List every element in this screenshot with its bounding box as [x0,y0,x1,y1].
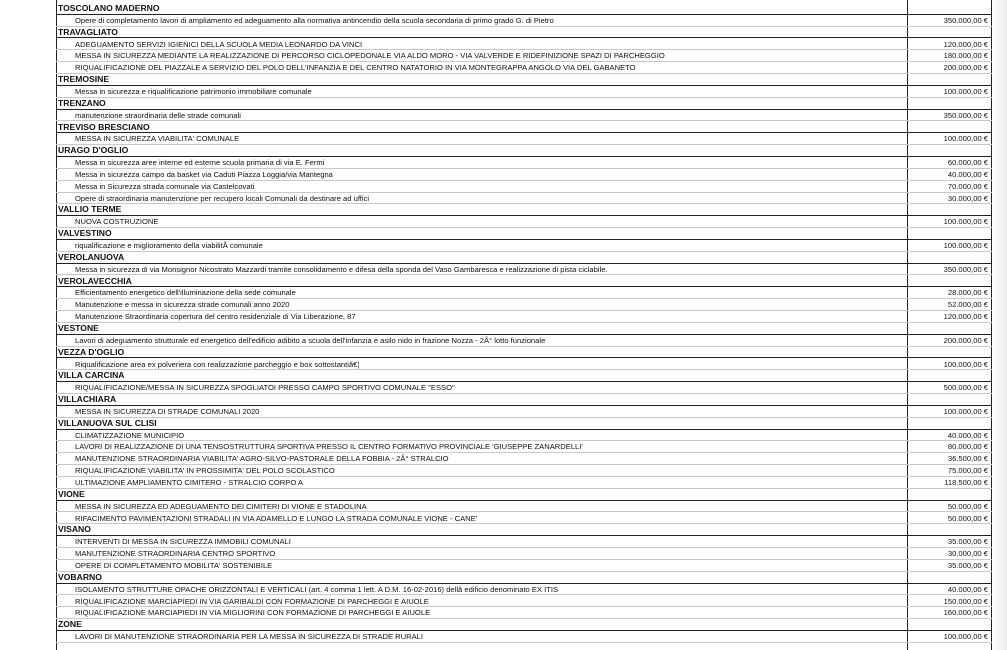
project-description: Manutenzione e messa in sicurezza strade comunali anno 2020 [75,300,290,310]
project-description: RIQUALIFICAZIONE VIABILITA' IN PROSSIMITA' DEL POLO SCOLASTICO [75,466,335,476]
project-description: MESSA IN SICUREZZA DI STRADE COMUNALI 2020 [75,406,260,416]
page-edge-shadow [992,0,1007,650]
project-row [56,311,992,323]
project-amount: 40.000,00 € [947,430,988,440]
municipality-header-row [56,122,992,134]
project-description: MANUTENZIONE STRAORDINARIA CENTRO SPORTIVO [75,549,276,559]
project-row [56,133,992,145]
project-row [56,382,992,394]
project-amount: 150.000,00 € [943,596,988,606]
municipality-name: VEROLAVECCHIA [58,275,132,286]
municipality-header-row [56,204,992,216]
project-amount: 100.000,00 € [943,632,988,642]
project-row [56,287,992,299]
project-description: Messa in sicurezza aree interne ed esterne scuola primaria di via E. Fermi [75,158,325,168]
project-description: CLIMATIZZAZIONE MUNICIPIO [75,430,185,440]
project-description: OPERE DI COMPLETAMENTO MOBILITA' SOSTENIBILE [75,560,273,570]
municipality-header-row [56,347,992,359]
project-amount: 100.000,00 € [943,134,988,144]
project-row [56,62,992,74]
project-description: Messa in sicurezza e riqualificazione patrimonio immobiliare comunale [75,86,312,96]
project-amount: 100.000,00 € [943,241,988,250]
project-description: Messa in Sicurezza strada comunale via Castelcovati [75,181,255,191]
project-amount: 28.000,00 € [947,288,988,298]
project-amount: 40.000,00 € [947,584,988,594]
project-amount: 50.000,00 € [947,501,988,511]
project-amount: 160.000,00 € [943,608,988,618]
project-amount: 60.000,00 € [947,158,988,168]
project-row [56,110,992,122]
municipality-header-row [56,394,992,406]
project-row [56,181,992,193]
project-row [56,477,992,489]
project-amount: 35.000,00 € [947,560,988,570]
project-description: Messa in sicurezza di via Monsignor Nicostrato Mazzardi tramite consolidamento e difesa della sponda del Vaso Gambaresca e realizzazione di pista ciclabile. [75,264,608,274]
project-amount: 50.000,00 € [947,513,988,523]
municipality-header-row [56,323,992,335]
project-description: MESSA IN SICUREZZA ED ADEGUAMENTO DEI CIMITERI DI VIONE E STADOLINA [75,501,367,511]
municipality-name: ZONE [58,619,82,630]
project-description: manutenzione straordinaria delle strade comunali [75,110,241,120]
municipality-name: TREMOSINE [58,74,110,85]
municipality-name: VEZZA D'OGLIO [58,346,125,357]
project-description: Lavori di adeguamento strutturale ed energetico dell'edificio adibito a scuola dell'infanzia e asilo nido in frazione Nozza - 2Â° lotto funzionale [75,335,546,345]
project-amount: 100.000,00 € [943,359,988,369]
project-description: RIQUALIFICAZIONE DEL PIAZZALE A SERVIZIO DEL POLO DELL'INFANZIA E DEL CENTRO NATATORIO IN VIA MONTEGRAPPA ANGOLO VIA DEL GABANETO [75,63,636,73]
project-row [56,607,992,619]
municipality-name: URAGO D'OGLIO [58,145,129,156]
municipality-header-row [56,619,992,631]
municipality-name: VISANO [58,524,91,535]
project-row [56,264,992,276]
project-row [56,359,992,371]
project-amount: 30.000,00 € [947,193,988,203]
municipality-header-row [56,252,992,264]
project-description: RIQUALIFICAZIONE MARCIAPIEDI IN VIA GARIBALDI CON FORMAZIONE DI PARCHEGGI E AIUOLE [75,596,429,606]
project-row [56,169,992,181]
project-amount: 36.500,00 € [947,454,988,464]
project-description: Opere di straordinaria manutenzione per recupero locali Comunali da destinare ad uffici [75,193,370,203]
project-row [56,584,992,596]
municipality-name: TOSCOLANO MADERNO [58,3,160,13]
project-description: MESSA IN SICUREZZA MEDIANTE LA REALIZZAZIONE DI PERCORSO CICLOPEDONALE VIA ALDO MORO - VIA VALVERDE E RIDEFINIZIONE SPAZI DI PARCHEGGIO [75,51,665,61]
project-description: Riqualificazione area ex polveriera con realizzazione parcheggio e box sottostantiâ€¦ [75,359,360,369]
project-description: RIFACIMENTO PAVIMENTAZIONI STRADALI IN VIA ADAMELLO E LUNGO LA STRADA COMUNALE VIONE - CANE' [75,513,478,523]
project-row [56,430,992,442]
project-amount: 40.000,00 € [947,169,988,179]
project-amount: 180.000,00 € [943,51,988,61]
project-row [56,406,992,418]
project-row [56,39,992,51]
project-amount: 100.000,00 € [943,86,988,96]
project-row [56,596,992,608]
project-row [56,501,992,513]
municipality-header-row [56,145,992,157]
project-description: INTERVENTI DI MESSA IN SICUREZZA IMMOBILI COMUNALI [75,537,291,547]
municipality-name: VOBARNO [58,571,102,582]
project-description: Messa in sicurezza campo da basket via Caduti Piazza Loggia/via Mantegna [75,169,333,179]
municipality-name: VESTONE [58,322,99,333]
municipality-name: VIONE [58,488,85,499]
project-amount: 350.000,00 € [943,15,988,25]
project-row [56,15,992,27]
project-row [56,216,992,228]
municipality-name: TRENZANO [58,97,106,108]
project-description: LAVORI DI MANUTENZIONE STRAORDINARIA PER LA MESSA IN SICUREZZA DI STRADE RURALI [75,632,423,642]
project-amount: 70.000,00 € [947,181,988,191]
project-row [56,548,992,560]
project-amount: 100.000,00 € [943,217,988,227]
project-description: MESSA IN SICUREZZA VIABILITA' COMUNALE [75,134,240,144]
project-description: riqualificazione e miglioramento della viabilitÃ comunale [75,241,263,250]
municipality-header-row [56,370,992,382]
project-amount: 30.000,00 € [947,549,988,559]
project-description: Manutenzione Straordinaria copertura del centro residenziale di Via Liberazione, 87 [75,312,356,322]
project-row [56,465,992,477]
project-amount: 500.000,00 € [943,383,988,393]
project-description: RIQUALIFICAZIONE MARCIAPIEDI IN VIA MIGLIORINI CON FORMAZIONE DI PARCHEGGI E AIUOLE [75,608,431,618]
project-description: Opere di completamento lavori di ampliamento ed adeguamento alla normativa antincendio della scuola secondaria di primo grado G. di Pietro [75,15,554,25]
project-description: RIQUALIFICAZIONE/MESSA IN SICUREZZA SPOGLIATOI PRESSO CAMPO SPORTIVO COMUNALE "ESSO" [75,383,455,393]
municipality-name: VEROLANUOVA [58,251,125,262]
project-row [56,157,992,169]
project-row [56,560,992,572]
municipality-name: VILLACHIARA [58,394,117,405]
project-amount: 118.500,00 € [944,478,988,487]
project-description: Efficientamento energetico dell'illuminazione della sede comunale [75,288,296,298]
project-description: NUOVA COSTRUZIONE [75,217,159,227]
project-description: ISOLAMENTO STRUTTURE OPACHE ORIZZONTALI E VERTICALI (art. 4 comma 1 lett. A D.M. 16-02-2016) dellâ edificio denominato EX ITIS [75,584,559,594]
municipality-header-row [56,98,992,110]
project-description: LAVORI DI REALIZZAZIONE DI UNA TENSOSTRUTTURA SPORTIVA PRESSO IL CENTRO FORMATIVO PROVINCIALE 'GIUSEPPE ZANARDELLI' [75,442,583,452]
municipality-header-row [56,524,992,536]
project-row [56,441,992,453]
municipality-name: VALLIO TERME [58,204,122,215]
project-row [56,86,992,98]
project-amount: 120.000,00 € [943,39,988,49]
project-amount: 35.000,00 € [947,537,988,547]
municipality-header-row [56,228,992,240]
municipality-name: VILLA CARCINA [58,370,125,381]
project-amount: 80.000,00 € [947,442,988,452]
municipality-header-row [56,276,992,288]
municipality-name: TREVISO BRESCIANO [58,121,150,132]
municipality-header-row [56,572,992,584]
project-amount: 200.000,00 € [943,335,988,345]
project-row [56,240,992,252]
project-amount: 350.000,00 € [943,110,988,120]
project-description: ADEGUAMENTO SERVIZI IGIENICI DELLA SCUOLA MEDIA LEONARDO DA VINCI [75,39,363,49]
project-amount: 75.000,00 € [947,466,988,476]
project-amount: 52.000,00 € [947,300,988,310]
municipality-header-row [56,3,992,15]
municipality-header-row [56,74,992,86]
project-row [56,513,992,525]
project-row [56,631,992,643]
project-amount: 100.000,00 € [943,406,988,416]
municipality-header-row [56,489,992,501]
project-amount: 120.000,00 € [943,312,988,322]
project-row [56,193,992,205]
project-amount: 350.000,00 € [943,264,988,274]
project-row [56,536,992,548]
project-row [56,50,992,62]
municipality-name: TRAVAGLIATO [58,26,118,37]
project-row [56,335,992,347]
municipality-name: VILLANUOVA SUL CLISI [58,417,157,428]
municipality-header-row [56,27,992,39]
project-description: MANUTENZIONE STRAORDINARIA VIABILITA' AGRO-SILVO-PASTORALE DELLA FOBBIA - 2Â° STRALCIO [75,454,449,464]
project-row [56,453,992,465]
project-row [56,299,992,311]
municipality-header-row [56,418,992,430]
project-description: ULTIMAZIONE AMPLIAMENTO CIMITERO - STRALCIO CORPO A [75,478,303,487]
project-amount: 200.000,00 € [943,63,988,73]
municipality-name: VALVESTINO [58,228,112,239]
